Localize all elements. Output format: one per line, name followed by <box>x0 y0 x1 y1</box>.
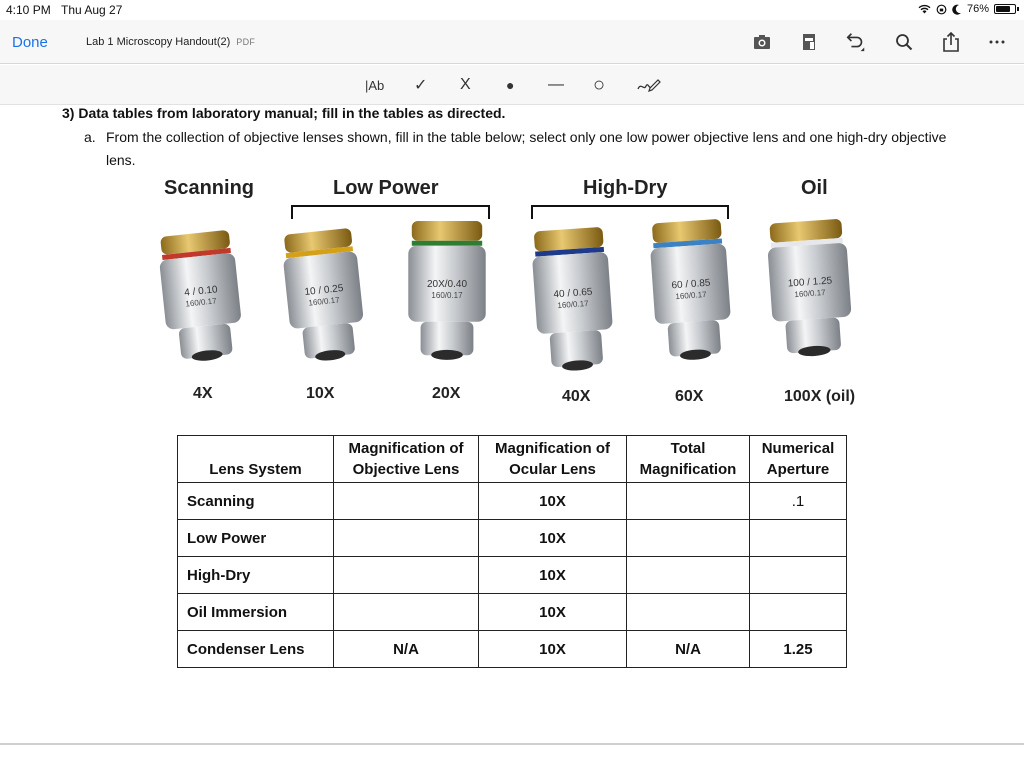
annotation-toolbar <box>0 65 1024 105</box>
table-header-cell: Magnification of Ocular Lens <box>479 436 627 483</box>
table-row <box>178 594 847 631</box>
table-cell[interactable] <box>627 483 750 520</box>
section-heading: 3) Data tables from laboratory manual; fill in the tables as directed. <box>62 105 506 121</box>
lens-tube-label: 160/0.17 <box>431 290 463 300</box>
instruction-letter: a. <box>84 129 96 145</box>
moon-icon <box>952 4 962 15</box>
table-cell[interactable]: 10X <box>479 594 627 631</box>
lens-tube-label: 160/0.17 <box>675 289 707 301</box>
objective-lens <box>282 225 366 367</box>
table-row <box>178 631 847 668</box>
row-label-cell: Oil Immersion <box>178 594 334 631</box>
more-options-icon[interactable] <box>986 31 1008 53</box>
document-type: PDF <box>236 37 256 47</box>
battery-nub <box>1017 7 1019 11</box>
table-cell[interactable]: .1 <box>750 483 847 520</box>
table-header-cell: Lens System <box>178 436 334 483</box>
document-title <box>86 36 255 48</box>
lens-spec-label: 40 / 0.65 <box>553 286 593 301</box>
table-cell[interactable]: N/A <box>334 631 479 668</box>
table-cell[interactable]: 10X <box>479 631 627 668</box>
category-scanning: Scanning <box>164 177 255 199</box>
objective-lens <box>765 215 855 363</box>
lens-magnification-label: 10X <box>306 385 335 402</box>
instruction <box>84 126 964 172</box>
table-cell[interactable]: 10X <box>479 557 627 594</box>
objective-lens <box>530 223 616 378</box>
lens-tube-label: 160/0.17 <box>557 299 589 311</box>
status-bar <box>0 0 1024 20</box>
circle-tool[interactable]: ○ <box>593 73 606 96</box>
page-bottom-divider <box>0 743 1024 745</box>
table-header-cell: Total Magnification <box>627 436 750 483</box>
line-tool[interactable]: — <box>548 76 564 93</box>
lens-spec-label: 20X/0.40 <box>426 278 468 290</box>
table-cell[interactable] <box>334 520 479 557</box>
dot-tool[interactable]: ● <box>506 77 515 93</box>
category-low-power: Low Power <box>333 177 439 199</box>
row-label-cell: Condenser Lens <box>178 631 334 668</box>
table-row <box>178 483 847 520</box>
status-indicators <box>918 3 1016 15</box>
table-header-row <box>178 436 847 483</box>
lens-tube-label: 160/0.17 <box>308 295 340 308</box>
check-tool[interactable]: ✓ <box>414 77 428 94</box>
table-cell[interactable] <box>334 483 479 520</box>
wifi-icon <box>918 4 931 14</box>
table-row <box>178 557 847 594</box>
table-header-cell: Numerical Aperture <box>750 436 847 483</box>
table-cell[interactable] <box>750 594 847 631</box>
table-row <box>178 520 847 557</box>
cross-tool[interactable]: X <box>460 76 471 93</box>
lens-magnification-label: 100X (oil) <box>784 388 856 405</box>
lens-spec-label: 60 / 0.85 <box>671 277 711 292</box>
table-cell[interactable]: 10X <box>479 520 627 557</box>
signature-pen-icon[interactable] <box>636 75 662 95</box>
text-tool[interactable]: |Ab <box>365 77 385 93</box>
table-cell[interactable] <box>750 520 847 557</box>
table-cell[interactable] <box>627 557 750 594</box>
undo-icon[interactable] <box>845 31 867 53</box>
table-cell[interactable] <box>627 520 750 557</box>
battery-percent: 76% <box>966 3 989 15</box>
lens-tube-label: 160/0.17 <box>794 288 826 300</box>
lens-magnification-label: 4X <box>193 385 213 402</box>
status-date: Thu Aug 27 <box>61 3 123 17</box>
table-cell[interactable] <box>334 557 479 594</box>
row-label-cell: Low Power <box>178 520 334 557</box>
lens-tube-label: 160/0.17 <box>185 296 217 309</box>
document-title-text: Lab 1 Microscopy Handout(2) <box>86 36 231 48</box>
lens-magnification-label: 20X <box>432 385 461 402</box>
table-cell[interactable] <box>334 594 479 631</box>
camera-icon[interactable] <box>751 31 773 53</box>
battery-icon <box>994 4 1016 14</box>
lens-spec-label: 4 / 0.10 <box>183 284 219 299</box>
table-cell[interactable] <box>750 557 847 594</box>
category-oil: Oil <box>801 177 828 199</box>
search-icon[interactable] <box>893 31 915 53</box>
lens-spec-label: 10 / 0.25 <box>304 282 344 298</box>
bookmark-pages-icon[interactable] <box>798 31 820 53</box>
objective-lens <box>403 215 491 367</box>
table-header-cell: Magnification of Objective Lens <box>334 436 479 483</box>
lock-rotation-icon <box>936 4 947 15</box>
lens-data-table <box>177 435 847 668</box>
table-cell[interactable]: N/A <box>627 631 750 668</box>
instruction-text: From the collection of objective lenses shown, fill in the table below; select only one low power objective lens and one high-dry objective lens. <box>106 129 947 168</box>
table-cell[interactable]: 10X <box>479 483 627 520</box>
objective-lens <box>648 215 734 367</box>
document-page <box>0 105 1024 745</box>
battery-level <box>996 6 1010 12</box>
status-time: 4:10 PM <box>6 3 51 17</box>
done-button[interactable]: Done <box>12 34 48 51</box>
row-label-cell: High-Dry <box>178 557 334 594</box>
objective-lens <box>158 227 244 367</box>
category-high-dry: High-Dry <box>583 177 668 199</box>
lens-spec-label: 100 / 1.25 <box>787 275 833 290</box>
lens-magnification-label: 60X <box>675 388 704 405</box>
table-cell[interactable]: 1.25 <box>750 631 847 668</box>
share-icon[interactable] <box>940 31 962 53</box>
nav-bar <box>0 20 1024 64</box>
table-cell[interactable] <box>627 594 750 631</box>
lens-magnification-label: 40X <box>562 388 591 405</box>
row-label-cell: Scanning <box>178 483 334 520</box>
